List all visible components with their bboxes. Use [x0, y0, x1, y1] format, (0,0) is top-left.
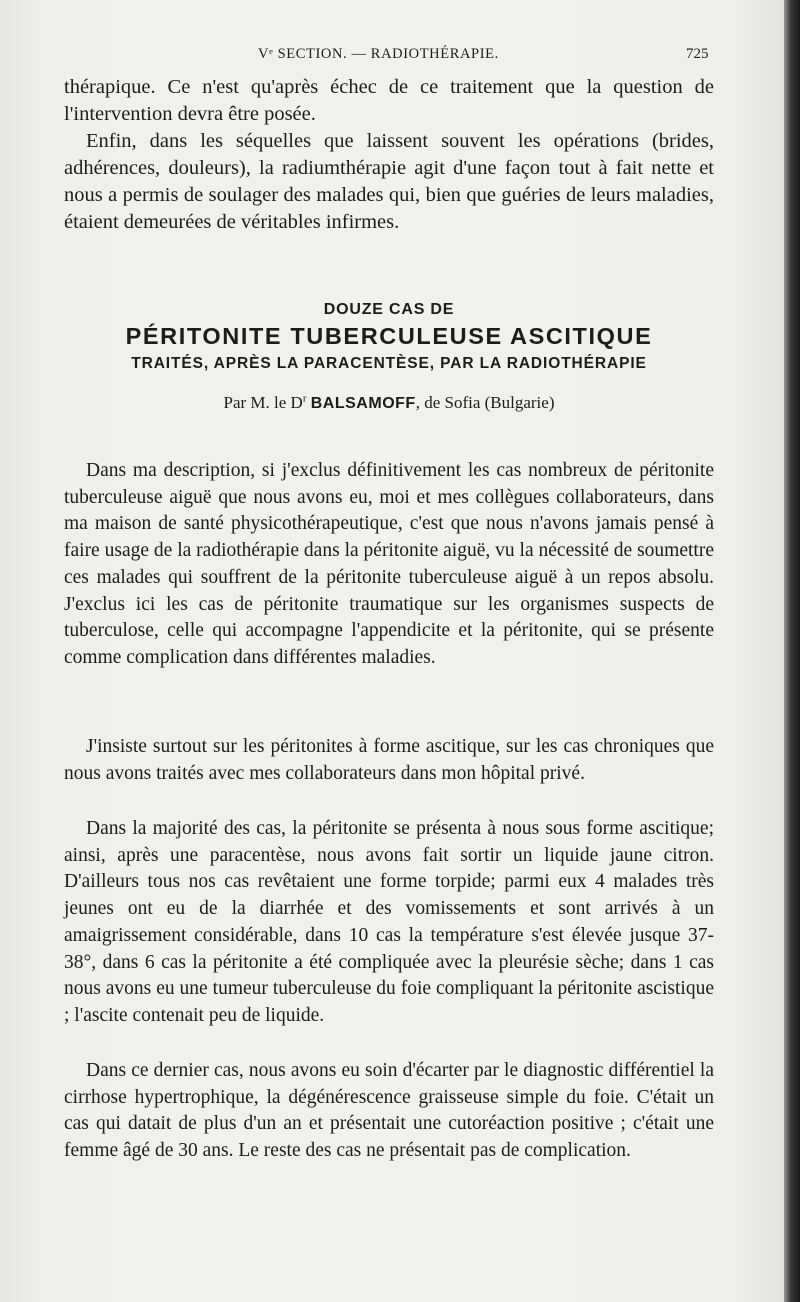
byline-superscript: r	[302, 392, 307, 405]
body-paragraph-2: J'insiste surtout sur les péritonites à forme ascitique, sur les cas chroniques que nous avons traités avec mes collaborateurs dans mon hôpital privé.	[64, 736, 714, 784]
intro-paragraph-1: thérapique. Ce n'est qu'après échec de ce traitement que la question de l'intervention devra être posée.	[64, 76, 714, 125]
section-title: Vᵉ SECTION. — RADIOTHÉRAPIE.	[258, 46, 499, 62]
body-paragraph-4: Dans ce dernier cas, nous avons eu soin d'écarter par le diagnostic différentiel la cirrhose hypertrophique, la dégénérescence graisseuse simple du foie. C'était un cas qui datait de plus d'un an et présentait une cutoréaction positive ; c'était une femme âgé de 30 ans. Le reste des cas ne présentait pas de complication.	[64, 1060, 714, 1162]
byline-prefix: Par M. le D	[223, 393, 303, 412]
intro-paragraph-2: Enfin, dans les séquelles que laissent souvent les opérations (brides, adhérences, douleurs), la radiumthérapie agit d'une façon tout à fait nette et nous a permis de soulager des malades qui, bien que guéries de leurs maladies, étaient demeurées de véritables infirmes.	[64, 130, 714, 233]
body-paragraph-3: Dans la majorité des cas, la péritonite se présenta à nous sous forme ascitique; ainsi, après une paracentèse, nous avons fait sortir un liquide jaune citron. D'ailleurs tous nos cas revêtaient une forme torpide; parmi eux 4 malades très jeunes ont eu de la diarrhée et des vomissements et sont arrivés à un amaigrissement considérable, dans 10 cas la température s'est élevée jusque 37-38°, dans 6 cas la péritonite a été compliquée avec la pleurésie sèche; dans 1 cas nous avons eu une tumeur tuberculeuse du foie compliquant la péritonite ascistique ; l'ascite contenait peu de liquide.	[64, 818, 714, 1026]
article-title-line-1: DOUZE CAS DE	[323, 301, 455, 318]
article-title-line-3: TRAITÉS, APRÈS LA PARACENTÈSE, PAR LA RADIOTHÉRAPIE	[131, 355, 647, 372]
byline	[64, 393, 714, 413]
book-edge-shadow	[784, 0, 800, 1302]
running-header	[0, 44, 784, 70]
byline-suffix: , de Sofia (Bulgarie)	[415, 393, 555, 412]
author-name: BALSAMOFF	[310, 395, 416, 412]
body-paragraph-1: Dans ma description, si j'exclus définitivement les cas nombreux de péritonite tuberculeuse aiguë que nous avons eu, moi et mes collègues collaborateurs, dans ma maison de santé physicothérapeutique, c'est que nous n'avons jamais pensé à faire usage de la radiothérapie dans la péritonite aiguë, vu la nécessité de soumettre ces malades qui souffrent de la péritonite tuberculeuse aiguë à un repos absolu. J'exclus ici les cas de péritonite traumatique sur les organismes suspects de tuberculose, celle qui accompagne l'appendicite et la péritonite, qui se présente comme complication dans différentes maladies.	[64, 460, 714, 668]
page-number: 725	[686, 46, 709, 62]
article-title-line-2: PÉRITONITE TUBERCULEUSE ASCITIQUE	[125, 323, 653, 349]
